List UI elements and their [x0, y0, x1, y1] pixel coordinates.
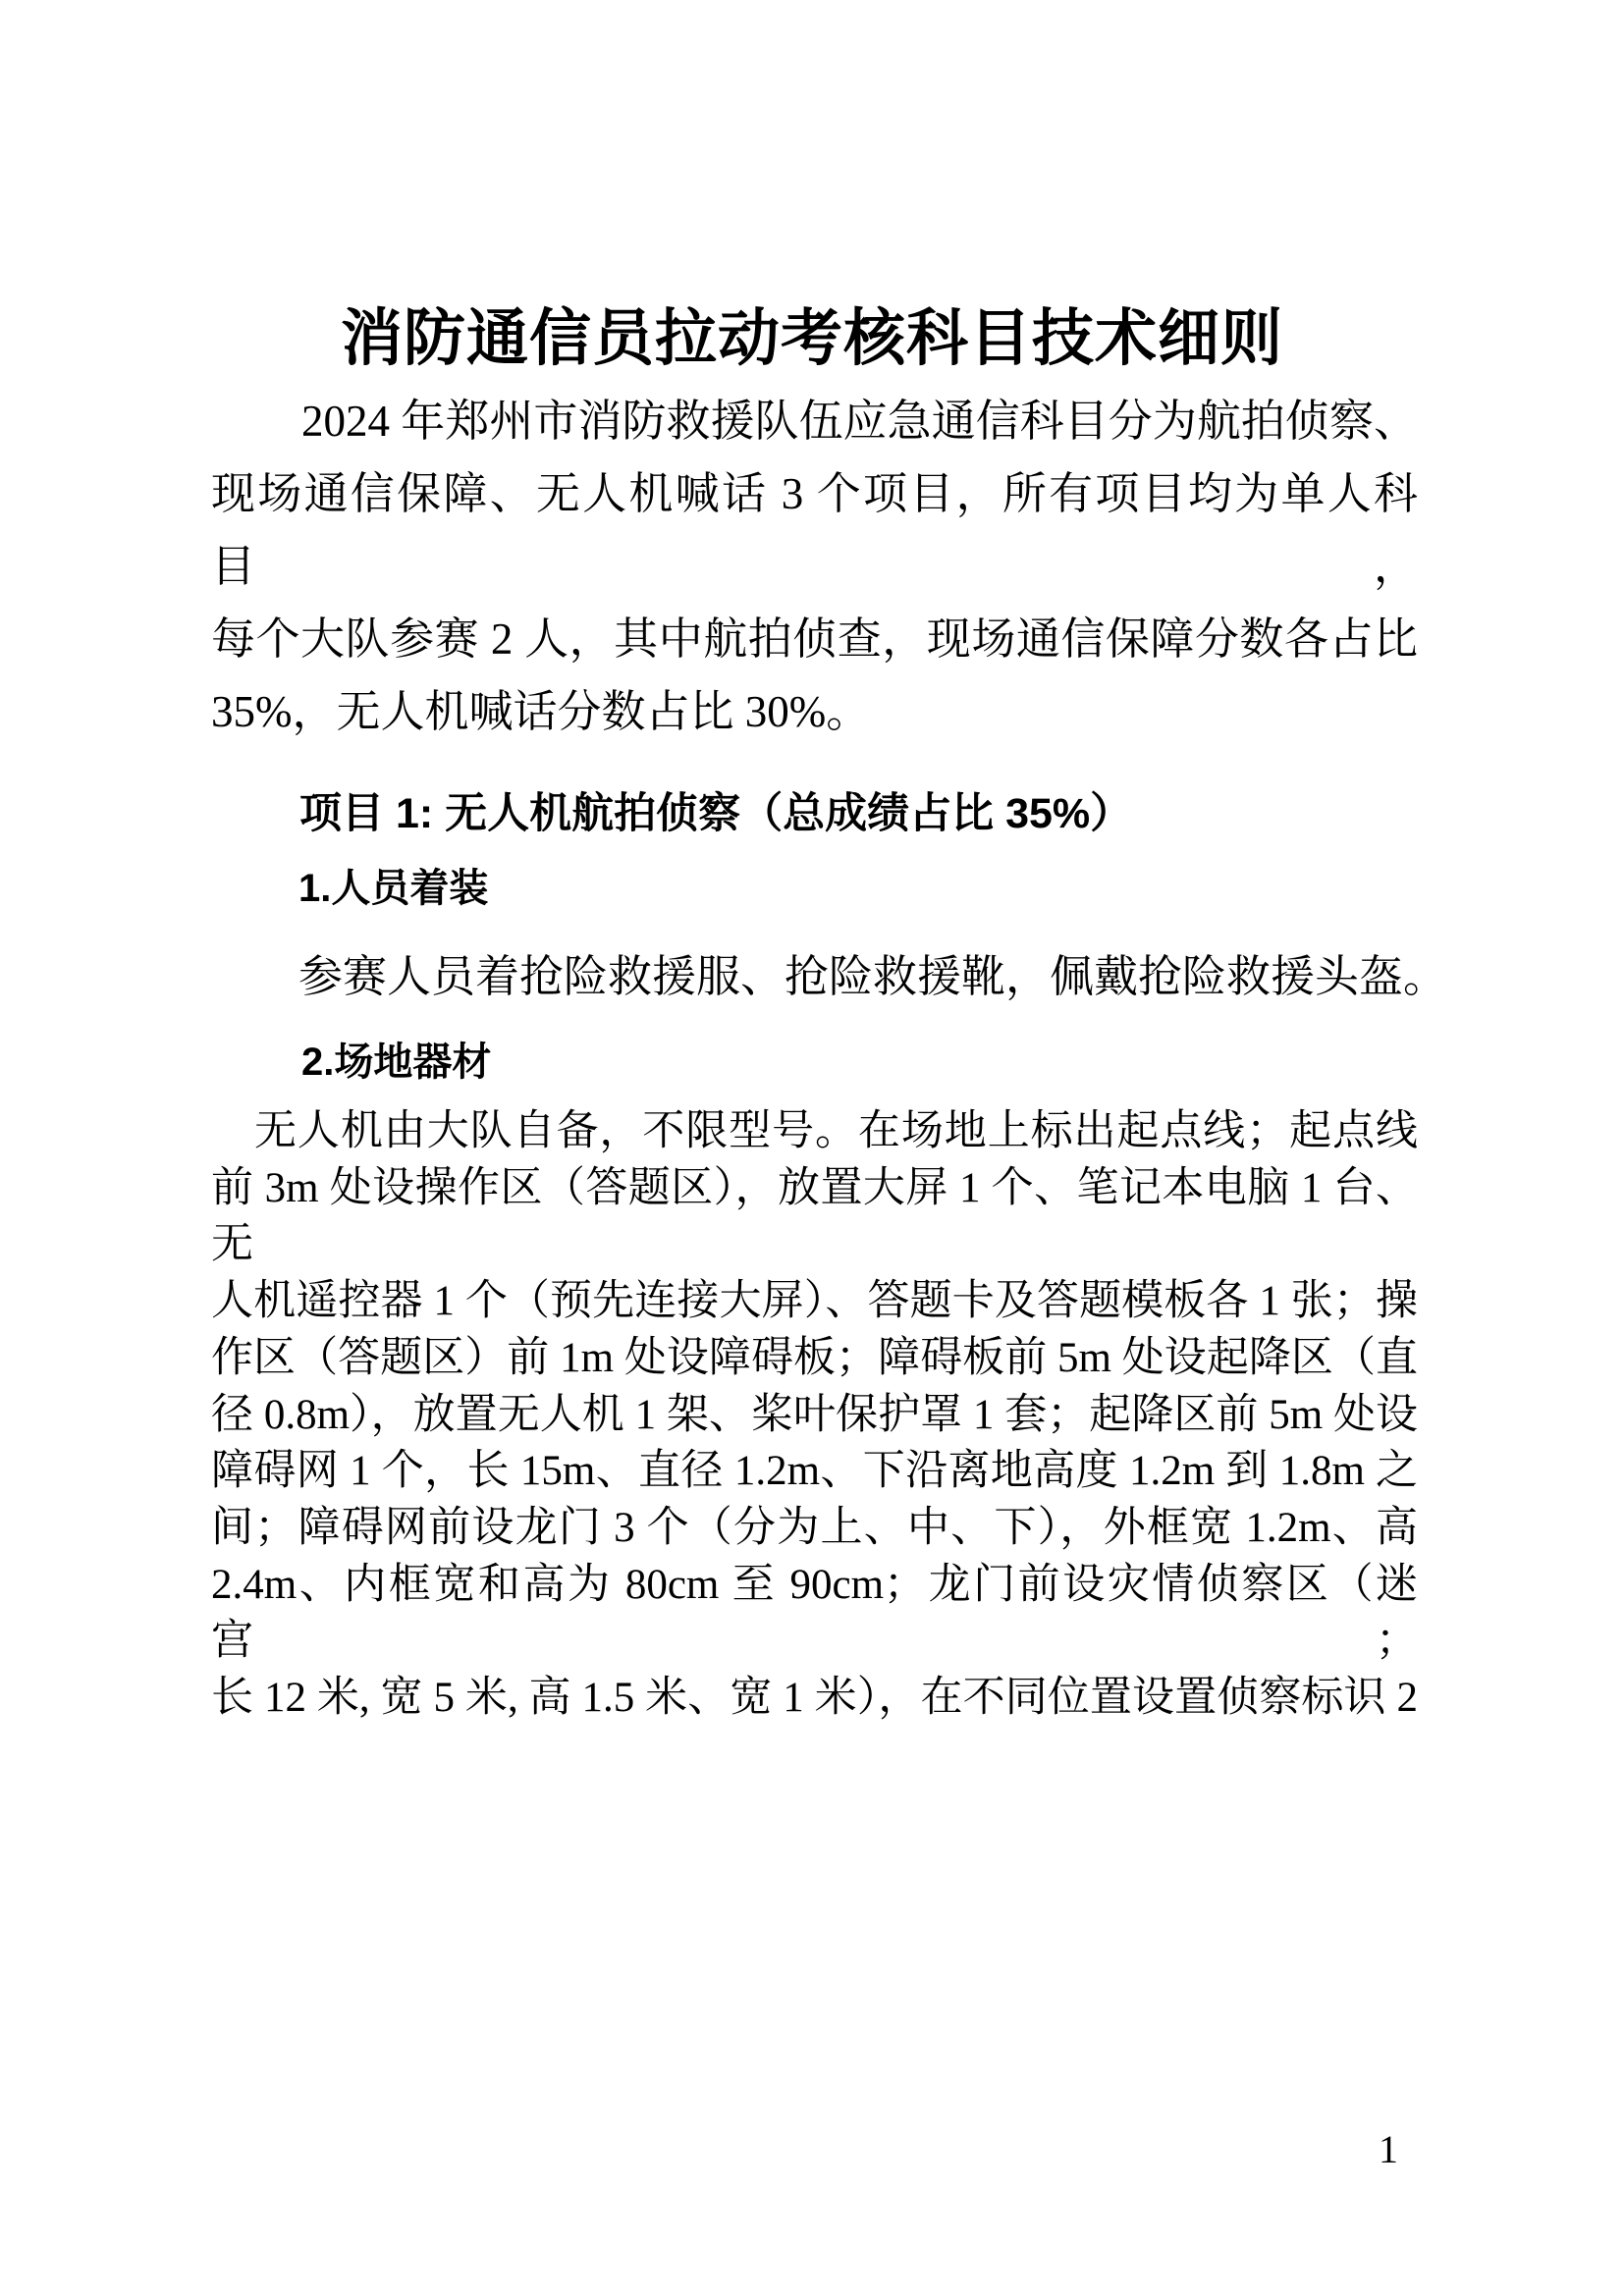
- body-line: 人机遥控器 1 个（预先连接大屏）、答题卡及答题模板各 1 张；操: [211, 1278, 1418, 1325]
- subsection-2-heading: 2.场地器材: [301, 1041, 492, 1084]
- body-line: 前 3m 处设操作区（答题区），放置大屏 1 个、笔记本电脑 1 台、无: [211, 1164, 1418, 1268]
- document-title: 消防通信员拉动考核科目技术细则: [341, 304, 1283, 373]
- intro-line: 35%，无人机喊话分数占比 30%。: [211, 687, 871, 736]
- body-line: 障碍网 1 个，长 15m、直径 1.2m、下沿离地高度 1.2m 到 1.8m 之: [211, 1448, 1418, 1495]
- page-number: 1: [1379, 2127, 1398, 2171]
- body-line: 长 12 米, 宽 5 米, 高 1.5 米、宽 1 米），在不同位置设置侦察标识 2: [211, 1675, 1418, 1722]
- intro-line: 现场通信保障、无人机喊话 3 个项目，所有项目均为单人科目，: [211, 469, 1418, 591]
- intro-line: 2024 年郑州市消防救援队伍应急通信科目分为航拍侦察、: [301, 397, 1418, 446]
- section-1-heading: 项目 1: 无人机航拍侦察（总成绩占比 35%）: [299, 790, 1133, 837]
- subsection-2-body: [211, 1103, 1418, 1727]
- body-line: 间；障碍网前设龙门 3 个（分为上、中、下），外框宽 1.2m、高: [211, 1504, 1418, 1551]
- body-line: 径 0.8m），放置无人机 1 架、桨叶保护罩 1 套；起降区前 5m 处设: [211, 1391, 1418, 1438]
- subsection-1-body: 参赛人员着抢险救援服、抢险救援靴，佩戴抢险救援头盔。: [298, 952, 1448, 1001]
- subsection-1-heading: 1.人员着装: [298, 867, 489, 910]
- intro-line: 每个大队参赛 2 人，其中航拍侦查，现场通信保障分数各占比: [211, 614, 1418, 664]
- intro-paragraph: [211, 385, 1418, 748]
- body-line: 无人机由大队自备，不限型号。在场地上标出起点线；起点线: [254, 1108, 1418, 1154]
- body-line: 2.4m、内框宽和高为 80cm 至 90cm；龙门前设灾情侦察区（迷宫；: [211, 1561, 1418, 1665]
- body-line: 作区（答题区）前 1m 处设障碍板；障碍板前 5m 处设起降区（直: [211, 1334, 1418, 1381]
